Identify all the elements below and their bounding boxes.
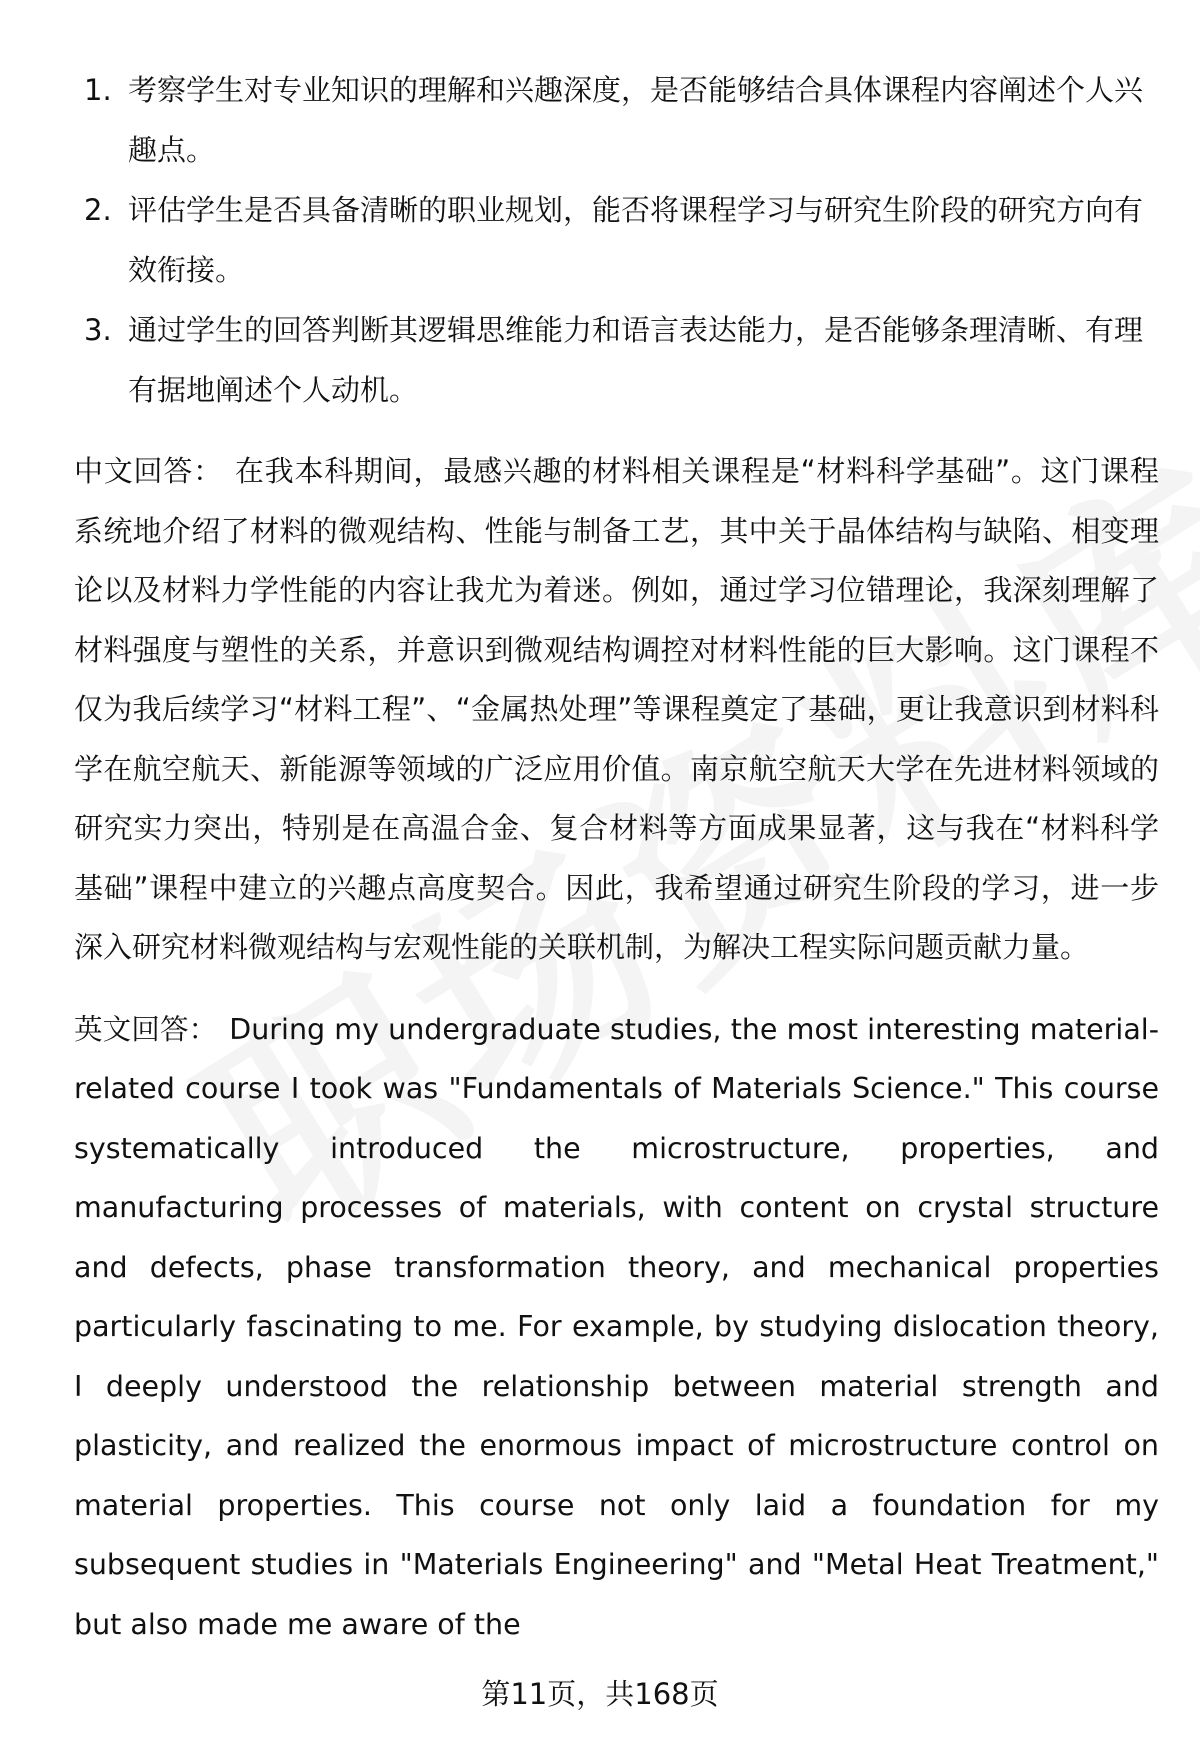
- criteria-item: [74, 300, 1159, 420]
- criteria-text: 通过学生的回答判断其逻辑思维能力和语言表达能力，是否能够条理清晰、有理有据地阐述个人动机。: [128, 313, 1144, 407]
- english-answer-paragraph: [74, 1000, 1159, 1655]
- chinese-answer-paragraph: [74, 442, 1159, 978]
- criteria-number: 1.: [84, 73, 112, 107]
- chinese-answer-label: 中文回答：: [74, 454, 223, 488]
- chinese-answer-text: 在我本科期间，最感兴趣的材料相关课程是“材料科学基础”。这门课程系统地介绍了材料的微观结构、性能与制备工艺，其中关于晶体结构与缺陷、相变理论以及材料力学性能的内容让我尤为着迷。例如，通过学习位错理论，我深刻理解了材料强度与塑性的关系，并意识到微观结构调控对材料性能的巨大影响。这门课程不仅为我后续学习“材料工程”、“金属热处理”等课程奠定了基础，更让我意识到材料科学在航空航天、新能源等领域的广泛应用价值。南京航空航天大学在先进材料领域的研究实力突出，特别是在高温合金、复合材料等方面成果显著，这与我在“材料科学基础”课程中建立的兴趣点高度契合。因此，我希望通过研究生阶段的学习，进一步深入研究材料微观结构与宏观性能的关联机制，为解决工程实际问题贡献力量。: [74, 454, 1159, 964]
- criteria-text: 评估学生是否具备清晰的职业规划，能否将课程学习与研究生阶段的研究方向有效衔接。: [128, 193, 1144, 287]
- english-answer-text: During my undergraduate studies, the most interesting material-related course I took was "Fundamentals of Materials Science." This course systematically introduced the microstructure, properties, and manufacturing processes of materials, with content on crystal structure and defects, phase transformation theory, and mechanical properties particularly fascinating to me. For example, by studying dislocation theory, I deeply understood the relationship between material strength and plasticity, and realized the enormous impact of microstructure control on material properties. This course not only laid a foundation for my subsequent studies in "Materials Engineering" and "Metal Heat Treatment," but also made me aware of the: [74, 1012, 1159, 1641]
- english-answer-label: 英文回答：: [74, 1012, 218, 1046]
- criteria-number: 2.: [84, 193, 112, 227]
- criteria-number: 3.: [84, 313, 112, 347]
- criteria-item: [74, 180, 1159, 300]
- page-indicator: 第11页，共168页: [481, 1677, 719, 1711]
- document-page: [74, 60, 1159, 1654]
- criteria-text: 考察学生对专业知识的理解和兴趣深度，是否能够结合具体课程内容阐述个人兴趣点。: [128, 73, 1144, 167]
- evaluation-criteria-list: [74, 60, 1159, 420]
- criteria-item: [74, 60, 1159, 180]
